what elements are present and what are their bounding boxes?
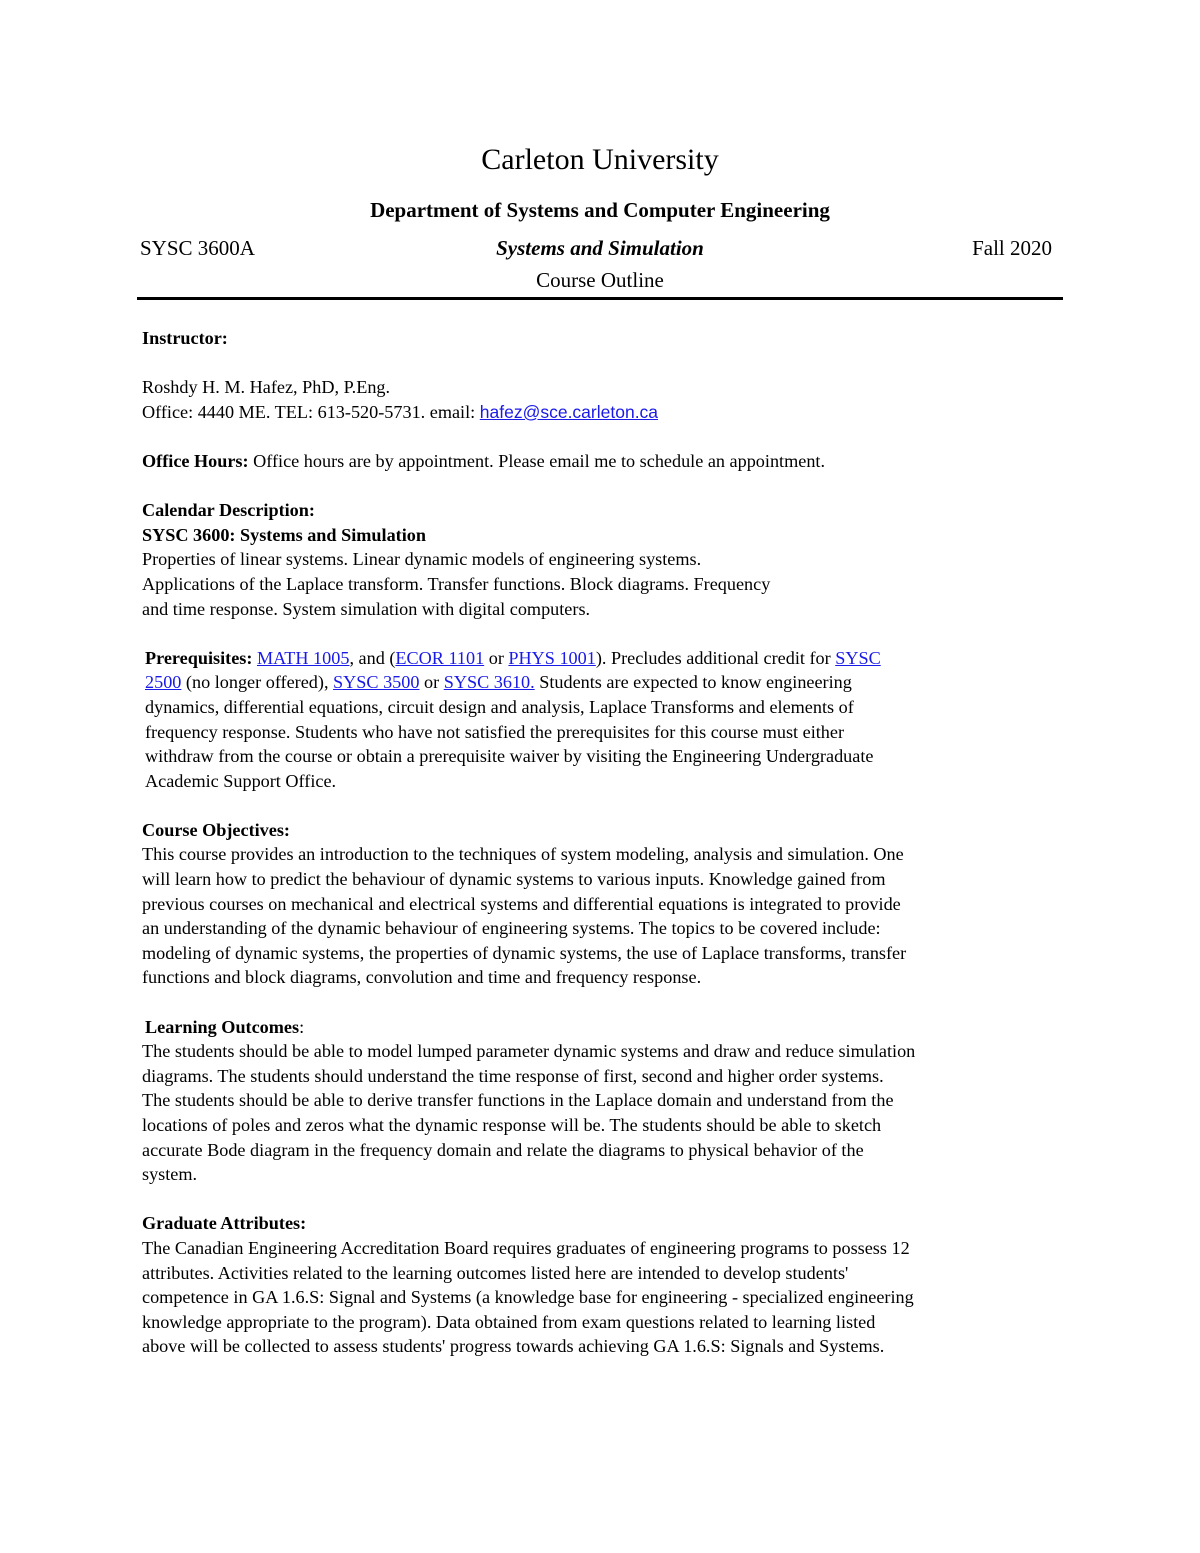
document-header (0, 140, 1200, 223)
calendar-course-line: SYSC 3600: Systems and Simulation (142, 524, 426, 545)
course-term: Fall 2020 (972, 236, 1052, 260)
attributes-line: attributes. Activities related to the learning outcomes listed here are intended to develop students' (142, 1262, 849, 1283)
office-contact-text: Office: 4440 ME. TEL: 613-520-5731. email: (142, 401, 480, 422)
prereq-link-sysc3610[interactable]: SYSC 3610. (443, 672, 535, 693)
calendar-line: and time response. System simulation with digital computers. (142, 598, 591, 619)
prerequisites-line: dynamics, differential equations, circuit design and analysis, Laplace Transforms and elements of (145, 696, 854, 717)
calendar-line: Properties of linear systems. Linear dynamic models of engineering systems. (142, 549, 702, 570)
attributes-line: competence in GA 1.6.S: Signal and Systems (a knowledge base for engineering - specialized engineering (142, 1287, 914, 1308)
prereq-link-sysc2500-cont[interactable]: 2500 (145, 672, 182, 693)
outcomes-line: diagrams. The students should understand the time response of first, second and higher order systems. (142, 1065, 884, 1086)
prereq-text: or (484, 647, 509, 668)
prerequisites-line: Academic Support Office. (145, 770, 337, 791)
prereq-text: or (419, 672, 444, 693)
instructor-heading: Instructor: (142, 328, 228, 348)
prereq-text: , and ( (349, 647, 396, 668)
prereq-link-math1005[interactable]: MATH 1005 (256, 647, 350, 668)
prerequisites-second-line (145, 670, 1067, 695)
prerequisites-heading: Prerequisites: (145, 647, 253, 668)
prereq-link-sysc3500[interactable]: SYSC 3500 (333, 672, 420, 693)
attributes-line: The Canadian Engineering Accreditation Board requires graduates of engineering programs to possess 12 (142, 1237, 910, 1258)
calendar-heading: Calendar Description: (142, 500, 315, 521)
attributes-line: above will be collected to assess students' progress towards achieving GA 1.6.S: Signals and Systems. (142, 1336, 885, 1357)
instructor-email-link[interactable]: hafez@sce.carleton.ca (479, 401, 659, 422)
prerequisites-first-line (145, 646, 1067, 671)
objectives-line: functions and block diagrams, convolution and time and frequency response. (142, 967, 702, 988)
university-name: Carleton University (481, 143, 719, 176)
outcomes-line: locations of poles and zeros what the dynamic response will be. The students should be able to sketch (142, 1115, 882, 1135)
prerequisites-section (142, 646, 1067, 794)
course-row (138, 236, 1052, 266)
course-title: Systems and Simulation (496, 236, 704, 260)
department-name: Department of Systems and Computer Engineering (370, 198, 830, 222)
objectives-line: modeling of dynamic systems, the properties of dynamic systems, the use of Laplace transforms, transfer (142, 942, 907, 963)
prereq-text: Students are expected to know engineering (534, 672, 852, 693)
office-hours (142, 449, 1067, 474)
objectives-line: will learn how to predict the behaviour of dynamic systems to various inputs. Knowledge gained from (142, 869, 886, 890)
attributes-line: knowledge appropriate to the program). Data obtained from exam questions related to learning listed (142, 1311, 876, 1332)
prereq-link-phys1001[interactable]: PHYS 1001 (508, 647, 596, 668)
outcomes-colon: : (299, 1016, 305, 1037)
outcomes-heading: Learning Outcomes (145, 1016, 300, 1037)
outcomes-line: The students should be able to model lumped parameter dynamic systems and draw and reduce simulation (142, 1041, 916, 1062)
prereq-text: (no longer offered), (181, 672, 334, 693)
prereq-text: ). Precludes additional credit for (595, 647, 836, 668)
attributes-heading: Graduate Attributes: (142, 1213, 307, 1234)
outcomes-line: accurate Bode diagram in the frequency domain and relate the diagrams to physical behavior of the (142, 1139, 864, 1160)
calendar-line: Applications of the Laplace transform. Transfer functions. Block diagrams. Frequency (142, 573, 771, 594)
objectives-line: an understanding of the dynamic behaviour of engineering systems. The topics to be covered include: (142, 918, 881, 939)
objectives-heading: Course Objectives: (142, 819, 290, 840)
instructor-name: Roshdy H. M. Hafez, PhD, P.Eng. (142, 377, 391, 398)
prerequisites-line: frequency response. Students who have not satisfied the prerequisites for this course must either (145, 721, 845, 742)
instructor-contact (142, 400, 1067, 425)
prereq-link-ecor1101[interactable]: ECOR 1101 (395, 647, 485, 668)
course-code: SYSC 3600A (140, 236, 255, 260)
outcomes-heading-row (142, 1015, 1067, 1040)
office-hours-heading: Office Hours: (142, 450, 249, 471)
objectives-line: This course provides an introduction to the techniques of system modeling, analysis and simulation. One (142, 844, 904, 865)
document-body (142, 326, 1067, 1359)
office-hours-text: Office hours are by appointment. Please email me to schedule an appointment. (248, 450, 826, 471)
prerequisites-line: withdraw from the course or obtain a prerequisite waiver by visiting the Engineering Undergraduate (145, 746, 874, 767)
document-subtitle: Course Outline (536, 268, 664, 292)
objectives-line: previous courses on mechanical and electrical systems and differential equations is integrated to provide (142, 893, 901, 914)
outcomes-line: system. (142, 1164, 198, 1185)
header-divider (137, 297, 1063, 300)
prereq-link-sysc2500[interactable]: SYSC (835, 647, 881, 668)
outcomes-line: The students should be able to derive transfer functions in the Laplace domain and understand from the (142, 1090, 894, 1111)
